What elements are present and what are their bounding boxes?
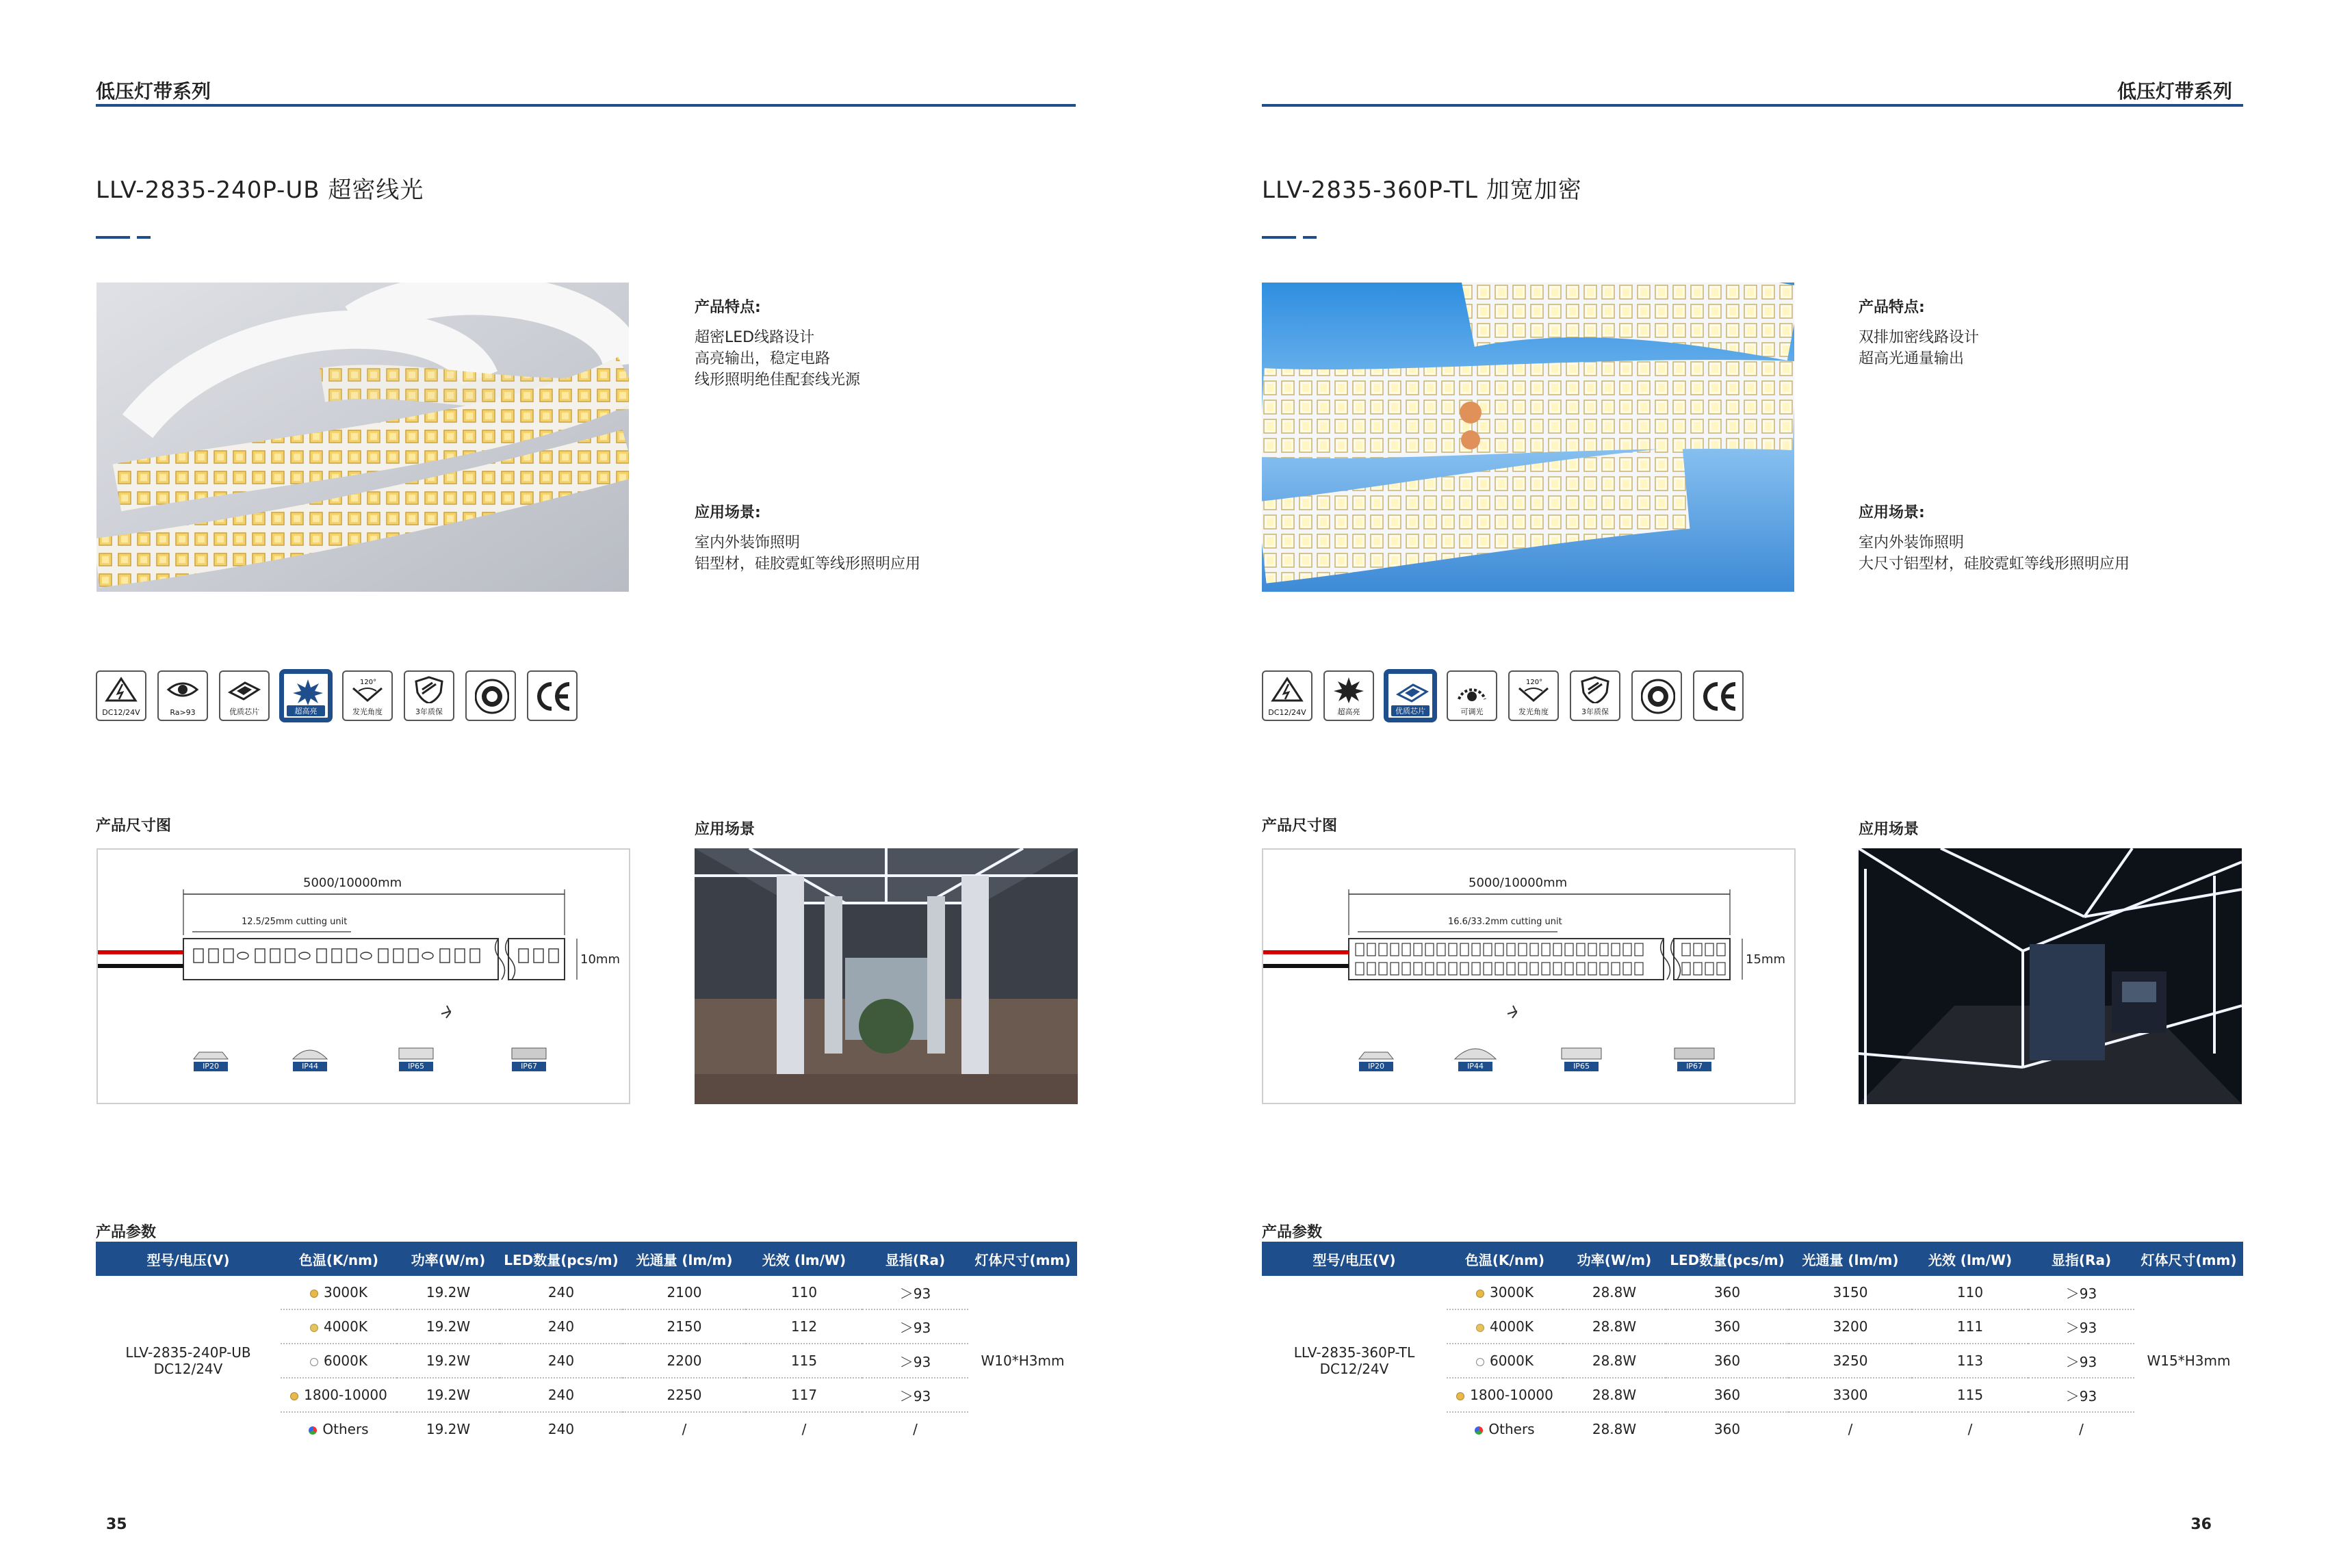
- column-header: 灯体尺寸(mm): [2134, 1242, 2243, 1276]
- column-header: 光效 (lm/W): [746, 1242, 862, 1276]
- product-title: LLV-2835-240P-UB 超密线光: [96, 177, 424, 204]
- dc-voltage-icon: DC12/24V: [96, 670, 146, 721]
- cct-cell: 3000K: [1447, 1276, 1563, 1309]
- app-line: 铝型材，硅胶霓虹等线形照明应用: [695, 556, 921, 573]
- cct-cell: 6000K: [1447, 1344, 1563, 1378]
- flux-cell: 2200: [623, 1344, 746, 1378]
- page-right: [1164, 0, 2328, 1568]
- app-line: 室内外装饰照明: [695, 534, 801, 551]
- length-dim-label: 5000/10000mm: [1469, 876, 1568, 890]
- flux-cell: /: [1848, 1421, 1853, 1437]
- svg-text:120°: 120°: [1526, 679, 1543, 686]
- warranty-shield-icon: 3年质保: [404, 670, 454, 721]
- cri-cell: ＞93: [862, 1344, 968, 1378]
- flux-cell: 3250: [1789, 1344, 1912, 1378]
- flux-cell: 2100: [623, 1276, 746, 1309]
- iso-seal-icon: [465, 670, 516, 721]
- features-list: [695, 327, 860, 391]
- width-dim-label: 10mm: [580, 952, 620, 967]
- width-dim-label: 15mm: [1746, 952, 1785, 967]
- column-header: 型号/电压(V): [1262, 1242, 1447, 1276]
- title-accent-dash: [96, 236, 151, 239]
- table-row: [96, 1276, 1077, 1309]
- cct-cell: 1800-10000: [1447, 1378, 1563, 1412]
- apps-list: [1859, 532, 2130, 575]
- rgb-dot-icon: [309, 1426, 317, 1435]
- features-heading: 产品特点:: [695, 299, 761, 316]
- flux-cell: /: [682, 1421, 687, 1437]
- size-cell: W10*H3mm: [981, 1353, 1065, 1369]
- color-dot-icon: [1456, 1392, 1464, 1400]
- led-count-cell: 360: [1666, 1344, 1789, 1378]
- power-cell: 28.8W: [1592, 1421, 1637, 1437]
- column-header: 型号/电压(V): [96, 1242, 281, 1276]
- feature-line: 线形照明绝佳配套线光源: [695, 371, 861, 389]
- efficacy-cell: 115: [746, 1344, 862, 1378]
- product-photo: [1262, 283, 1794, 592]
- feature-line: 超高光通量输出: [1859, 350, 1965, 367]
- size-cell: W15*H3mm: [2147, 1353, 2231, 1369]
- power-cell: 28.8W: [1563, 1309, 1666, 1344]
- column-header: 光通量 (lm/m): [623, 1242, 746, 1276]
- ip-rating-label: IP65: [408, 1062, 424, 1071]
- flux-cell: 3200: [1789, 1309, 1912, 1344]
- dimension-drawing: [1262, 848, 1796, 1104]
- apps-heading: 应用场景:: [1859, 504, 1925, 521]
- cri-cell: ＞93: [862, 1309, 968, 1344]
- title-accent-dash: [1262, 236, 1317, 239]
- header-rule: [1262, 104, 2243, 107]
- led-count-cell: 240: [500, 1309, 623, 1344]
- color-dot-icon: [1476, 1324, 1484, 1332]
- column-header: 功率(W/m): [1563, 1242, 1666, 1276]
- dimension-heading: 产品尺寸图: [96, 818, 172, 835]
- feature-icons-row: [1262, 670, 1744, 727]
- cct-cell: Others: [1447, 1412, 1563, 1446]
- svg-text:120°: 120°: [360, 679, 377, 686]
- apps-heading: 应用场景:: [695, 504, 761, 521]
- power-cell: 28.8W: [1563, 1344, 1666, 1378]
- header-rule: [96, 104, 1076, 107]
- ce-mark-icon: [1693, 670, 1744, 721]
- power-cell: 28.8W: [1563, 1276, 1666, 1309]
- efficacy-cell: 117: [746, 1378, 862, 1412]
- efficacy-cell: 110: [1912, 1276, 2028, 1309]
- series-title: 低压灯带系列: [2117, 80, 2232, 103]
- cut-unit-label: 12.5/25mm cutting unit: [242, 917, 348, 927]
- cct-cell: 3000K: [281, 1276, 397, 1309]
- efficacy-cell: 110: [746, 1276, 862, 1309]
- column-header: 显指(Ra): [2028, 1242, 2134, 1276]
- cri-cell: ＞93: [2028, 1276, 2134, 1309]
- led-count-cell: 240: [500, 1276, 623, 1309]
- led-count-cell: 360: [1713, 1421, 1741, 1437]
- ip-rating-label: IP65: [1573, 1062, 1590, 1071]
- color-dot-icon: [310, 1290, 318, 1298]
- power-cell: 19.2W: [397, 1276, 500, 1309]
- power-cell: 19.2W: [426, 1421, 471, 1437]
- color-dot-icon: [1476, 1290, 1484, 1298]
- led-count-cell: 360: [1666, 1309, 1789, 1344]
- led-count-cell: 360: [1666, 1378, 1789, 1412]
- model-cell: LLV-2835-240P-UB DC12/24V: [125, 1344, 251, 1377]
- page-number: 36: [2190, 1516, 2212, 1533]
- model-cell: LLV-2835-360P-TL DC12/24V: [1293, 1344, 1415, 1377]
- application-scene-photo: [1859, 848, 2242, 1104]
- cri-cell: ＞93: [862, 1378, 968, 1412]
- page-number: 35: [106, 1516, 127, 1533]
- power-cell: 28.8W: [1563, 1378, 1666, 1412]
- color-dot-icon: [1476, 1358, 1484, 1366]
- high-brightness-icon: 超高亮: [281, 670, 331, 721]
- cct-cell: 1800-10000: [281, 1378, 397, 1412]
- cct-cell: 4000K: [281, 1309, 397, 1344]
- cct-cell: 6000K: [281, 1344, 397, 1378]
- table-header-row: [1262, 1242, 2243, 1276]
- dimmable-icon: 可调光: [1447, 670, 1497, 721]
- app-line: 大尺寸铝型材，硅胶霓虹等线形照明应用: [1859, 556, 2130, 573]
- column-header: 光通量 (lm/m): [1789, 1242, 1912, 1276]
- column-header: 显指(Ra): [862, 1242, 968, 1276]
- chip-icon: 优质芯片: [1385, 670, 1436, 721]
- apps-list: [695, 532, 920, 575]
- feature-icons-row: [96, 670, 578, 727]
- color-dot-icon: [290, 1392, 298, 1400]
- scene-heading: 应用场景: [695, 821, 755, 838]
- cri-cell: ＞93: [862, 1276, 968, 1309]
- color-dot-icon: [310, 1358, 318, 1366]
- color-dot-icon: [310, 1324, 318, 1332]
- rgb-dot-icon: [1475, 1426, 1483, 1435]
- cri-cell: /: [2079, 1421, 2084, 1437]
- product-title: LLV-2835-360P-TL 加宽加密: [1262, 177, 1582, 204]
- dimension-heading: 产品尺寸图: [1262, 818, 1338, 835]
- flux-cell: 3150: [1789, 1276, 1912, 1309]
- column-header: LED数量(pcs/m): [500, 1242, 623, 1276]
- efficacy-cell: 111: [1912, 1309, 2028, 1344]
- dc-voltage-icon: DC12/24V: [1262, 670, 1312, 721]
- ip-rating-label: IP67: [1686, 1062, 1703, 1071]
- scene-heading: 应用场景: [1859, 821, 1919, 838]
- ip-rating-label: IP20: [203, 1062, 219, 1071]
- power-cell: 19.2W: [397, 1378, 500, 1412]
- product-photo: [96, 283, 629, 592]
- column-header: LED数量(pcs/m): [1666, 1242, 1789, 1276]
- params-table: [1262, 1242, 2243, 1446]
- eye-ra-icon: Ra>93: [157, 670, 208, 721]
- chip-icon: 优质芯片: [219, 670, 270, 721]
- cri-cell: ＞93: [2028, 1309, 2134, 1344]
- column-header: 光效 (lm/W): [1912, 1242, 2028, 1276]
- led-count-cell: 360: [1666, 1276, 1789, 1309]
- table-header-row: [96, 1242, 1077, 1276]
- power-cell: 19.2W: [397, 1344, 500, 1378]
- table-row: [1262, 1276, 2243, 1309]
- ip-rating-label: IP44: [1467, 1062, 1484, 1071]
- params-heading: 产品参数: [1262, 1224, 1323, 1241]
- length-dim-label: 5000/10000mm: [303, 876, 402, 890]
- beam-angle-icon: 120° 发光角度: [342, 670, 393, 721]
- beam-angle-icon: 120° 发光角度: [1508, 670, 1559, 721]
- high-brightness-icon: 超高亮: [1323, 670, 1374, 721]
- warranty-shield-icon: 3年质保: [1570, 670, 1620, 721]
- led-count-cell: 240: [500, 1378, 623, 1412]
- flux-cell: 2150: [623, 1309, 746, 1344]
- column-header: 灯体尺寸(mm): [968, 1242, 1077, 1276]
- cct-cell: Others: [281, 1412, 397, 1446]
- ip-rating-label: IP20: [1368, 1062, 1384, 1071]
- cri-cell: /: [913, 1421, 918, 1437]
- cct-cell: 4000K: [1447, 1309, 1563, 1344]
- dimension-drawing: [96, 848, 630, 1104]
- efficacy-cell: 113: [1912, 1344, 2028, 1378]
- efficacy-cell: 115: [1912, 1378, 2028, 1412]
- column-header: 色温(K/nm): [1447, 1242, 1563, 1276]
- column-header: 色温(K/nm): [281, 1242, 397, 1276]
- power-cell: 19.2W: [397, 1309, 500, 1344]
- feature-line: 超密LED线路设计: [695, 329, 815, 346]
- ce-mark-icon: [527, 670, 578, 721]
- params-heading: 产品参数: [96, 1224, 157, 1241]
- features-heading: 产品特点:: [1859, 299, 1925, 316]
- app-line: 室内外装饰照明: [1859, 534, 1965, 551]
- feature-line: 双排加密线路设计: [1859, 329, 1980, 346]
- application-scene-photo: [695, 848, 1078, 1104]
- flux-cell: 2250: [623, 1378, 746, 1412]
- cri-cell: ＞93: [2028, 1344, 2134, 1378]
- led-count-cell: 240: [500, 1344, 623, 1378]
- cut-unit-label: 16.6/33.2mm cutting unit: [1448, 917, 1562, 927]
- efficacy-cell: /: [801, 1421, 807, 1437]
- params-table: [96, 1242, 1077, 1446]
- column-header: 功率(W/m): [397, 1242, 500, 1276]
- ip-rating-label: IP67: [521, 1062, 537, 1071]
- feature-line: 高亮输出，稳定电路: [695, 350, 831, 367]
- efficacy-cell: /: [1967, 1421, 1973, 1437]
- efficacy-cell: 112: [746, 1309, 862, 1344]
- flux-cell: 3300: [1789, 1378, 1912, 1412]
- ip-rating-label: IP44: [302, 1062, 318, 1071]
- cri-cell: ＞93: [2028, 1378, 2134, 1412]
- features-list: [1859, 327, 1979, 369]
- iso-seal-icon: [1631, 670, 1682, 721]
- led-count-cell: 240: [547, 1421, 575, 1437]
- series-title: 低压灯带系列: [96, 80, 211, 103]
